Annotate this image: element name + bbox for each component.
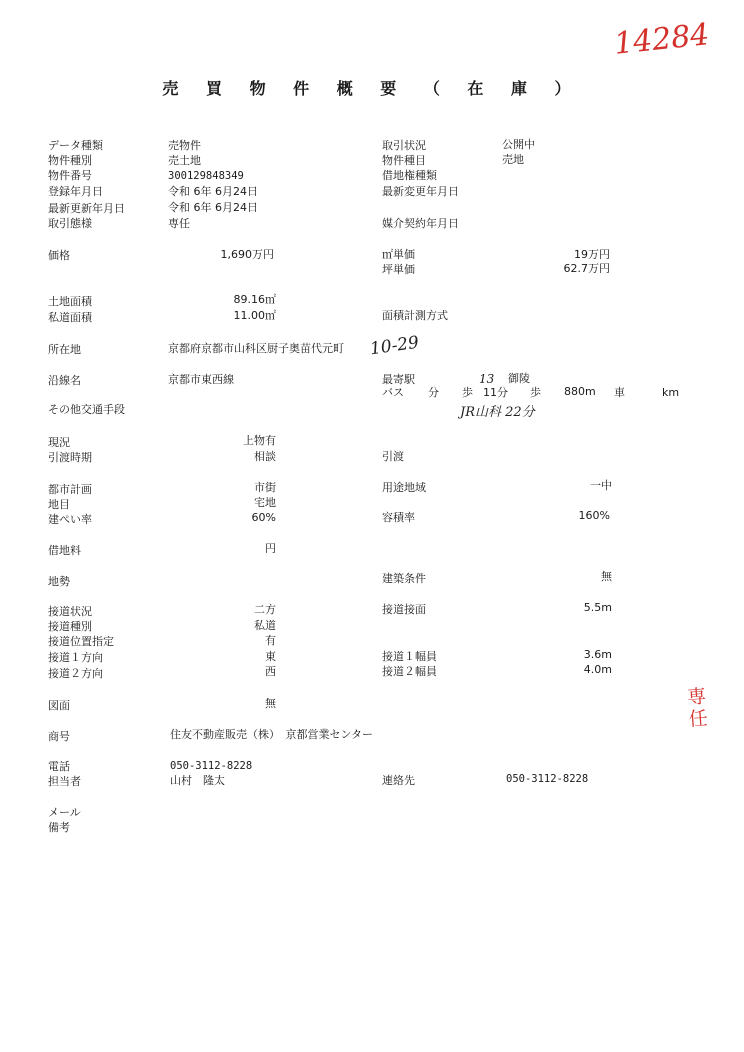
unit-price-sqm-value: 19万円 [574, 248, 610, 261]
road1-width-label: 接道１幅員 [382, 650, 437, 663]
transaction-status-label: 取引状況 [382, 139, 426, 152]
contact-value: 050-3112-8228 [506, 773, 589, 785]
line-label: 沿線名 [48, 374, 81, 387]
road-frontage-label: 接道接面 [382, 603, 426, 616]
data-type-label: データ種類 [48, 139, 103, 152]
handwritten-number: 14284 [612, 17, 712, 62]
ground-rent-label: 借地料 [48, 544, 81, 557]
email-label: メール [48, 806, 81, 819]
handwritten-exclusive-mark: 専任 [686, 685, 709, 731]
private-road-area-label: 私道面積 [48, 311, 92, 324]
road2-width-label: 接道２幅員 [382, 665, 437, 678]
handwritten-station-note: JR山科 22分 [460, 405, 535, 420]
handover-period-label: 引渡時期 [48, 451, 92, 464]
road-status-label: 接道状況 [48, 605, 92, 618]
price-value: 1,690万円 [220, 248, 274, 261]
updated-date-value: 令和 6年 6月24日 [168, 201, 258, 214]
phone-value: 050-3112-8228 [170, 760, 253, 772]
road-status-value: 二方 [254, 603, 276, 616]
transaction-mode-value: 専任 [168, 217, 190, 230]
area-method-label: 面積計測方式 [382, 309, 448, 322]
bus-walk-label: 歩 [462, 386, 473, 399]
bus-min-label: 分 [428, 386, 439, 399]
coverage-ratio-value: 60% [251, 511, 276, 524]
road-position-label: 接道位置指定 [48, 635, 114, 648]
terrain-label: 地勢 [48, 575, 70, 588]
drawing-value: 無 [265, 697, 276, 710]
land-category-value: 宅地 [254, 496, 276, 509]
line-value: 京都市東西線 [168, 373, 234, 386]
trade-name-label: 商号 [48, 730, 70, 743]
property-type-value: 売土地 [168, 154, 201, 167]
property-item-label: 物件種目 [382, 154, 426, 167]
road-type-label: 接道種別 [48, 620, 92, 633]
ground-rent-value: 円 [265, 542, 276, 555]
person-value: 山村 隆太 [170, 774, 225, 787]
property-type-label: 物件種別 [48, 154, 92, 167]
handwritten-address-number: 10-29 [368, 332, 421, 360]
coverage-ratio-label: 建ぺい率 [48, 513, 92, 526]
data-type-value: 売物件 [168, 139, 201, 152]
transaction-mode-label: 取引態様 [48, 217, 92, 230]
registered-date-value: 令和 6年 6月24日 [168, 185, 258, 198]
road-position-value: 有 [265, 634, 276, 647]
remarks-label: 備考 [48, 821, 70, 834]
leasehold-type-label: 借地権種類 [382, 169, 437, 182]
handwritten-bus-correction: 13 [479, 372, 495, 386]
location-value: 京都府京都市山科区厨子奥苗代元町 [168, 342, 344, 355]
drawing-label: 図面 [48, 699, 70, 712]
road-frontage-value: 5.5m [583, 601, 612, 614]
km-label: km [662, 386, 680, 399]
contact-label: 連絡先 [382, 774, 415, 787]
handover-period-value: 相談 [254, 450, 276, 463]
nearest-station-value: 御陵 [508, 372, 530, 385]
trade-name-value: 住友不動産販売（株） 京都営業センター [170, 728, 374, 741]
land-category-label: 地目 [48, 498, 70, 511]
brokerage-date-label: 媒介契約年月日 [382, 217, 459, 230]
unit-price-tsubo-value: 62.7万円 [563, 262, 610, 275]
road2-width-value: 4.0m [583, 663, 612, 676]
land-area-label: 土地面積 [48, 295, 92, 308]
unit-price-tsubo-label: 坪単価 [382, 263, 415, 276]
property-item-value: 売地 [502, 153, 524, 166]
unit-price-sqm-label: ㎡単価 [382, 248, 415, 261]
status-label: 現況 [48, 436, 70, 449]
walk-minutes: 11分 [483, 386, 508, 399]
distance-value: 880m [564, 385, 596, 398]
car-label: 車 [614, 386, 625, 399]
city-planning-value: 市街 [254, 481, 276, 494]
location-label: 所在地 [48, 343, 81, 356]
phone-label: 電話 [48, 760, 70, 773]
use-district-value: 一中 [590, 479, 612, 492]
floor-area-ratio-value: 160% [578, 509, 610, 522]
road-type-value: 私道 [254, 619, 276, 632]
road2-direction-value: 西 [265, 665, 276, 678]
handover-label: 引渡 [382, 450, 404, 463]
city-planning-label: 都市計画 [48, 483, 92, 496]
building-condition-label: 建築条件 [382, 572, 426, 585]
other-transport-label: その他交通手段 [48, 403, 125, 416]
bus-label: バス [382, 386, 404, 399]
land-area-value: 89.16㎡ [233, 293, 276, 306]
private-road-area-value: 11.00㎡ [233, 309, 276, 322]
property-number-label: 物件番号 [48, 169, 92, 182]
transaction-status-value: 公開中 [502, 138, 535, 151]
use-district-label: 用途地域 [382, 481, 426, 494]
page-title: 売 買 物 件 概 要 （ 在 庫 ） [162, 79, 582, 98]
building-condition-value: 無 [601, 570, 612, 583]
property-number-value: 300129848349 [168, 170, 244, 182]
registered-date-label: 登録年月日 [48, 185, 103, 198]
walk-label: 歩 [530, 386, 541, 399]
person-label: 担当者 [48, 775, 81, 788]
floor-area-ratio-label: 容積率 [382, 511, 415, 524]
nearest-station-label: 最寄駅 [382, 373, 415, 386]
price-label: 価格 [48, 249, 70, 262]
status-value: 上物有 [243, 434, 276, 447]
road1-direction-value: 東 [265, 650, 276, 663]
latest-change-date-label: 最新変更年月日 [382, 185, 459, 198]
updated-date-label: 最新更新年月日 [48, 202, 125, 215]
road1-width-value: 3.6m [583, 648, 612, 661]
road2-direction-label: 接道２方向 [48, 667, 103, 680]
road1-direction-label: 接道１方向 [48, 651, 103, 664]
